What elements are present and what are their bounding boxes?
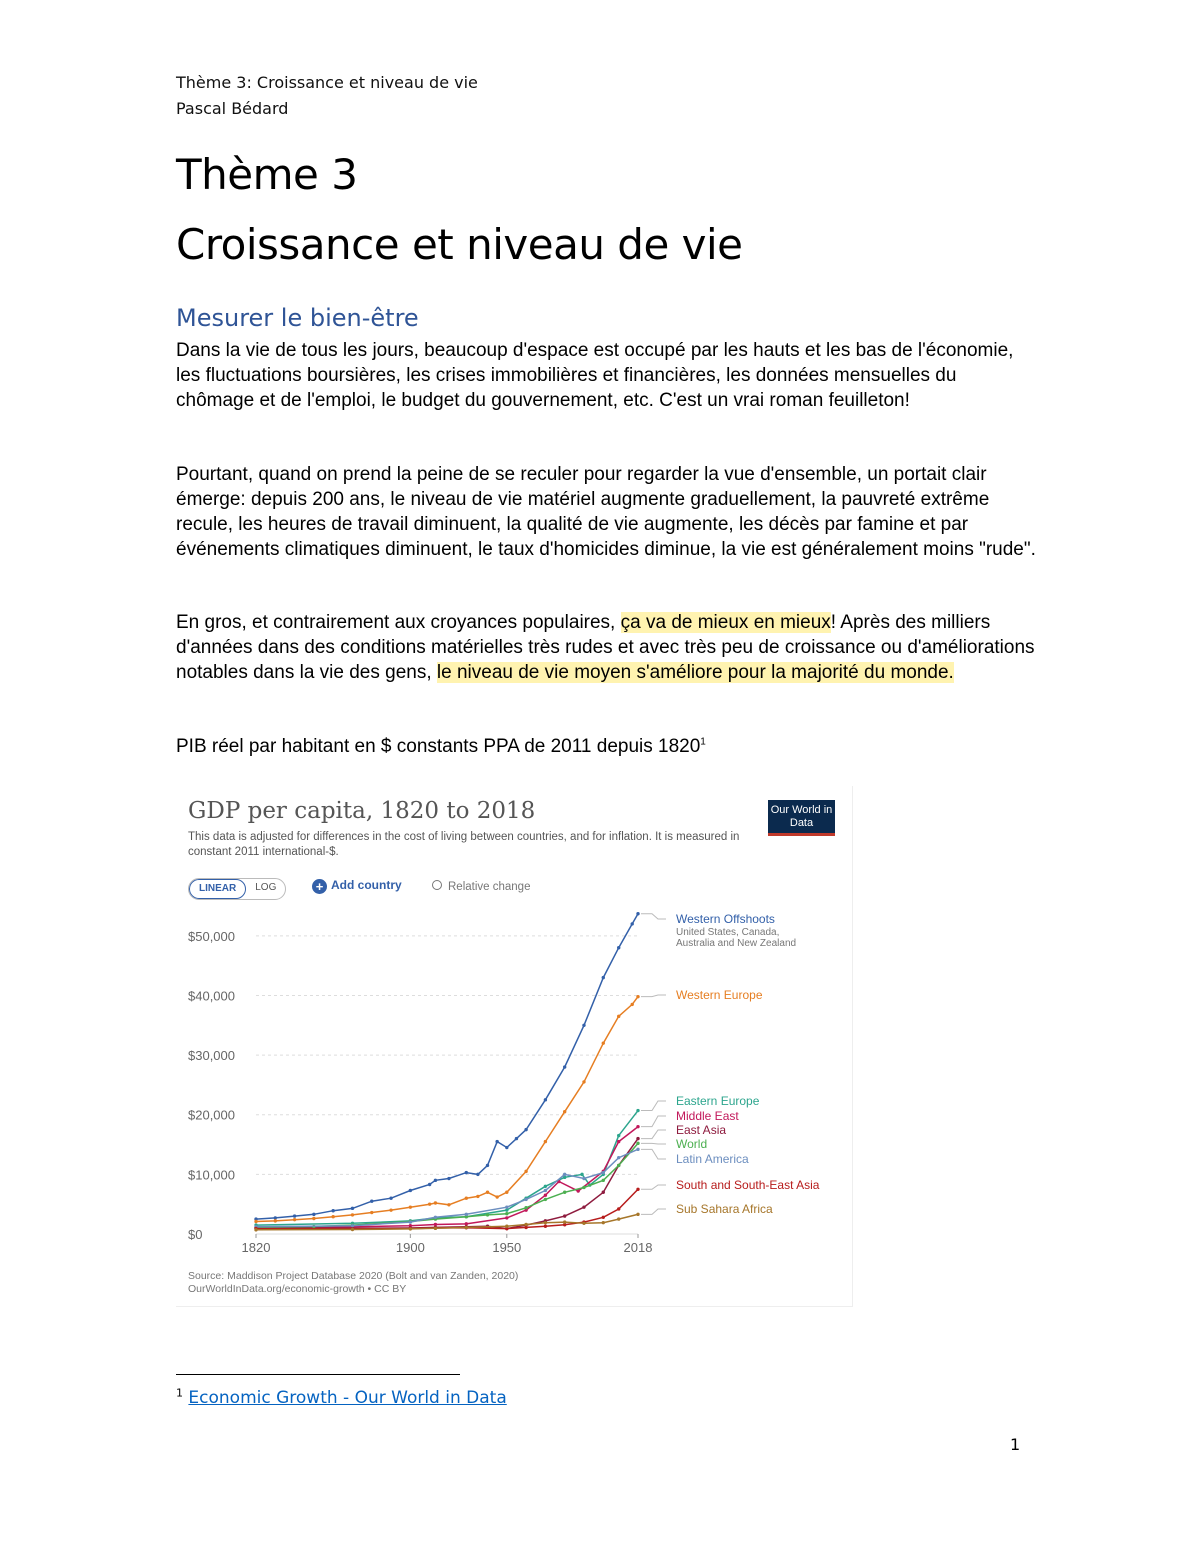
series-label: South and South-East Asia — [676, 1178, 820, 1192]
data-point — [636, 1109, 639, 1112]
data-point — [409, 1189, 412, 1192]
paragraph-3-text-b: ! Après des milliers d'années dans des conditions matérielles très rudes et avec très peu de croissance ou d'améliorations notables dans la vie des gens, — [176, 612, 1035, 683]
chart-caption — [176, 734, 1036, 759]
footnote-number: 1 — [176, 1386, 183, 1400]
data-point — [254, 1220, 257, 1223]
data-point — [582, 1080, 585, 1083]
data-point — [465, 1222, 468, 1225]
data-point — [434, 1223, 437, 1226]
data-point — [582, 1177, 585, 1180]
chart-title: GDP per capita, 1820 to 2018 — [188, 798, 536, 824]
data-point — [447, 1177, 450, 1180]
data-point — [563, 1065, 566, 1068]
series-label: Western Offshoots — [676, 912, 775, 926]
source-line-2: OurWorldInData.org/economic-growth • CC BY — [188, 1283, 407, 1295]
data-point — [505, 1191, 508, 1194]
y-tick-label: $20,000 — [188, 1107, 235, 1123]
data-point — [582, 1186, 585, 1189]
gdp-chart-card — [176, 786, 853, 1307]
data-point — [447, 1203, 450, 1206]
data-point — [636, 1188, 639, 1191]
running-header-title: Thème 3: Croissance et niveau de vie — [176, 73, 478, 92]
data-point — [617, 946, 620, 949]
data-point — [370, 1200, 373, 1203]
data-point — [409, 1227, 412, 1230]
data-point — [505, 1212, 508, 1215]
chart-caption-text: PIB réel par habitant en $ constants PPA de 2011 depuis 1820 — [176, 736, 701, 757]
data-point — [582, 1024, 585, 1027]
data-point — [617, 1217, 620, 1220]
data-point — [389, 1197, 392, 1200]
data-point — [293, 1214, 296, 1217]
y-tick-label: $30,000 — [188, 1048, 235, 1064]
series-label: Western Europe — [676, 988, 763, 1002]
data-point — [476, 1195, 479, 1198]
data-point — [617, 1207, 620, 1210]
data-point — [486, 1213, 489, 1216]
x-tick-label: 2018 — [623, 1240, 653, 1255]
data-point — [617, 1134, 620, 1137]
data-point — [602, 1216, 605, 1219]
data-point — [293, 1218, 296, 1221]
x-tick-label: 1900 — [395, 1240, 425, 1255]
data-point — [465, 1171, 468, 1174]
section-heading: Mesurer le bien-être — [176, 304, 419, 332]
data-point — [544, 1185, 547, 1188]
data-point — [486, 1191, 489, 1194]
data-point — [409, 1205, 412, 1208]
data-point — [582, 1222, 585, 1225]
data-point — [544, 1140, 547, 1143]
data-point — [524, 1128, 527, 1131]
data-point — [505, 1146, 508, 1149]
series-label: Eastern Europe — [676, 1094, 760, 1108]
series-line — [256, 914, 638, 1219]
data-point — [617, 1140, 620, 1143]
chart-plot — [176, 786, 852, 1306]
data-point — [524, 1170, 527, 1173]
data-point — [636, 995, 639, 998]
data-point — [524, 1226, 527, 1229]
source-line-1: Source: Maddison Project Database 2020 (Bolt and van Zanden, 2020) — [188, 1270, 519, 1282]
data-point — [563, 1173, 566, 1176]
data-point — [434, 1201, 437, 1204]
data-point — [544, 1194, 547, 1197]
footnote-separator — [176, 1374, 460, 1375]
data-point — [428, 1183, 431, 1186]
data-point — [351, 1213, 354, 1216]
data-point — [428, 1202, 431, 1205]
data-point — [254, 1228, 257, 1231]
series-sublabel: United States, Canada, — [676, 927, 780, 938]
log-toggle[interactable]: LOG — [255, 882, 277, 893]
data-point — [544, 1189, 547, 1192]
data-point — [524, 1223, 527, 1226]
data-point — [495, 1140, 498, 1143]
label-connector — [641, 914, 666, 919]
running-header-author: Pascal Bédard — [176, 99, 289, 118]
label-connector — [641, 1209, 666, 1214]
data-point — [602, 1041, 605, 1044]
y-tick-label: $10,000 — [188, 1167, 235, 1183]
y-tick-label: $40,000 — [188, 988, 235, 1004]
data-point — [505, 1225, 508, 1228]
data-point — [351, 1207, 354, 1210]
data-point — [389, 1208, 392, 1211]
data-point — [631, 1003, 634, 1006]
data-point — [563, 1110, 566, 1113]
data-point — [505, 1205, 508, 1208]
owid-logo[interactable]: Our World in Data — [768, 800, 835, 836]
data-point — [465, 1197, 468, 1200]
label-connector — [641, 1185, 666, 1189]
series-label: World — [676, 1137, 708, 1151]
data-point — [582, 1205, 585, 1208]
data-point — [544, 1198, 547, 1201]
series-label: East Asia — [676, 1123, 727, 1137]
x-tick-label: 1950 — [492, 1240, 522, 1255]
label-connector — [641, 1149, 666, 1159]
data-point — [636, 1125, 639, 1128]
data-point — [515, 1137, 518, 1140]
data-point — [351, 1228, 354, 1231]
y-tick-label: $0 — [188, 1227, 203, 1242]
footnote-ref[interactable]: 1 — [700, 736, 706, 748]
data-point — [617, 1164, 620, 1167]
data-point — [636, 912, 639, 915]
data-point — [636, 1137, 639, 1140]
data-point — [602, 1171, 605, 1174]
label-connector — [641, 1116, 666, 1127]
data-point — [495, 1195, 498, 1198]
data-point — [331, 1215, 334, 1218]
data-point — [505, 1216, 508, 1219]
data-point — [465, 1226, 468, 1229]
paragraph-3-text-a: En gros, et contrairement aux croyances populaires, — [176, 612, 621, 633]
data-point — [580, 1173, 583, 1176]
series-label: Latin America — [676, 1152, 749, 1166]
data-point — [331, 1209, 334, 1212]
y-tick-label: $50,000 — [188, 928, 235, 944]
data-point — [505, 1208, 508, 1211]
chart-subtitle: This data is adjusted for differences in the cost of living between countries, and for inflation. It is measured in constant 2011 international-$. — [188, 831, 740, 858]
data-point — [636, 1142, 639, 1145]
data-point — [434, 1179, 437, 1182]
data-point — [602, 1191, 605, 1194]
document-title-line1: Thème 3 — [176, 150, 358, 199]
label-connector — [641, 995, 666, 997]
data-point — [351, 1224, 354, 1227]
data-point — [476, 1173, 479, 1176]
data-point — [434, 1227, 437, 1230]
relative-change-label: Relative change — [448, 881, 531, 893]
data-point — [636, 1148, 639, 1151]
label-connector — [641, 1130, 666, 1139]
page-number: 1 — [1010, 1435, 1021, 1454]
data-point — [524, 1198, 527, 1201]
plus-icon: + — [312, 879, 327, 894]
paragraph-3 — [176, 610, 1036, 685]
footnote — [176, 1388, 507, 1408]
data-point — [465, 1213, 468, 1216]
series-label: Sub Sahara Africa — [676, 1202, 773, 1216]
data-point — [434, 1216, 437, 1219]
x-tick-label: 1820 — [241, 1240, 271, 1255]
data-point — [563, 1220, 566, 1223]
data-point — [312, 1213, 315, 1216]
label-connector — [641, 1143, 666, 1144]
linear-toggle[interactable]: LINEAR — [189, 879, 246, 899]
data-point — [486, 1164, 489, 1167]
data-point — [563, 1214, 566, 1217]
data-point — [636, 1213, 639, 1216]
data-point — [274, 1219, 277, 1222]
add-country-label: Add country — [331, 878, 402, 892]
document-title-line2: Croissance et niveau de vie — [176, 220, 743, 269]
series-label: Middle East — [676, 1109, 739, 1123]
highlight-better: ça va de mieux en mieux — [620, 612, 831, 633]
data-point — [370, 1211, 373, 1214]
data-point — [617, 1156, 620, 1159]
data-point — [312, 1217, 315, 1220]
data-point — [544, 1098, 547, 1101]
data-point — [602, 1221, 605, 1224]
paragraph-1: Dans la vie de tous les jours, beaucoup d'espace est occupé par les hauts et les bas de l'économie, les fluctuations boursières, les crises immobilières et financières, les données mensuelles du chômage et de l'emploi, le budget du gouvernement, etc. C'est un vrai roman feuilleton! — [176, 340, 1014, 411]
data-point — [524, 1206, 527, 1209]
data-point — [631, 922, 634, 925]
data-point — [544, 1225, 547, 1228]
chart-source — [188, 1270, 518, 1296]
footnote-link[interactable]: Economic Growth - Our World in Data — [188, 1388, 507, 1408]
label-connector — [641, 1101, 666, 1111]
highlight-living-standard: le niveau de vie moyen s'améliore pour la majorité du monde. — [436, 662, 954, 683]
data-point — [563, 1191, 566, 1194]
data-point — [602, 976, 605, 979]
data-point — [274, 1216, 277, 1219]
series-sublabel: Australia and New Zealand — [676, 938, 797, 949]
data-point — [544, 1221, 547, 1224]
data-point — [617, 1015, 620, 1018]
data-point — [409, 1220, 412, 1223]
data-point — [602, 1179, 605, 1182]
paragraph-2: Pourtant, quand on prend la peine de se reculer pour regarder la vue d'ensemble, un portait clair émerge: depuis 200 ans, le niveau de vie matériel augmente graduellement, la pauvreté extrême recule, les heures de travail diminuent, la qualité de vie augmente, les décès par famine et par événements climatiques diminuent, le taux d'homicides diminue, la vie est généralement moins "rude". — [176, 464, 1036, 560]
